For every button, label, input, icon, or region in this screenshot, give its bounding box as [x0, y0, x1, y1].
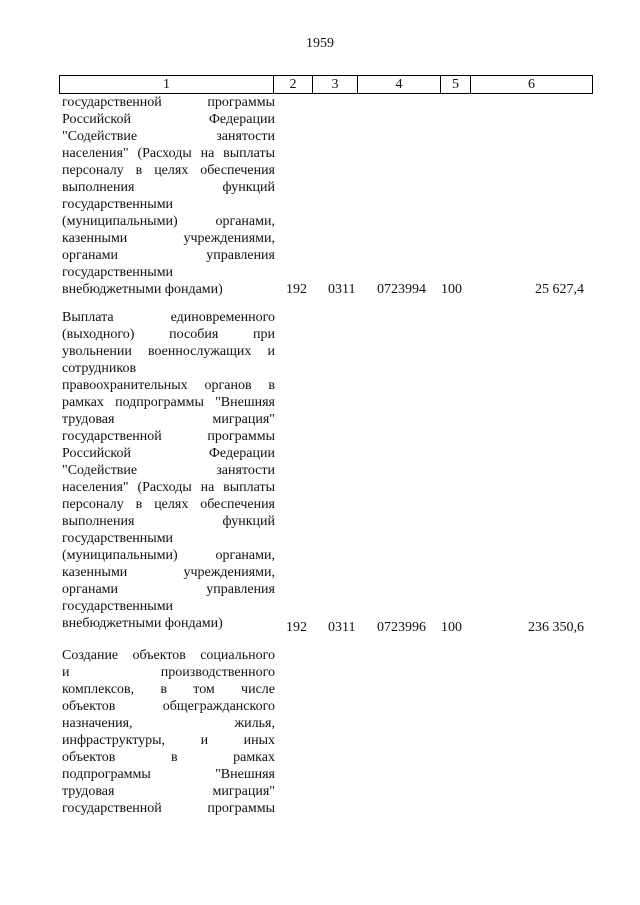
header-col-2: 2: [274, 76, 313, 94]
row-1-col-6: 25 627,4: [535, 282, 584, 297]
row-2-description: [62, 309, 275, 632]
header-col-3: 3: [313, 76, 358, 94]
row-2-line: сотрудников: [62, 361, 137, 376]
row-3-line: объектов в рамках: [62, 750, 275, 765]
header-col-1: 1: [60, 76, 274, 94]
row-3-line: Создание объектов социального: [62, 648, 275, 663]
row-3-line: государственной программы: [62, 801, 275, 816]
row-3-line: трудовая миграция": [62, 784, 275, 799]
row-1-line: казенными учреждениями,: [62, 231, 275, 246]
row-3-line: подпрограммы "Внешняя: [62, 767, 275, 782]
row-3-line: и производственного: [62, 665, 275, 680]
row-2-line: государственными: [62, 599, 174, 614]
row-1-line: государственными: [62, 265, 174, 280]
row-1-col-5: 100: [441, 282, 462, 297]
row-2-col-4: 0723996: [377, 620, 426, 635]
row-2-line: Выплата единовременного: [62, 310, 275, 325]
row-1-line: государственными: [62, 197, 174, 212]
row-2-line: правоохранительных органов в: [62, 378, 275, 393]
row-2-line: Российской Федерации: [62, 446, 275, 461]
row-2-line: (муниципальными) органами,: [62, 548, 275, 563]
row-1-line: Российской Федерации: [62, 112, 275, 127]
row-2-line: "Содействие занятости: [62, 463, 275, 478]
row-2-line: выполнения функций: [62, 514, 275, 529]
row-2-line: персоналу в целях обеспечения: [62, 497, 275, 512]
row-2-col-6: 236 350,6: [528, 620, 584, 635]
row-1-line: выполнения функций: [62, 180, 275, 195]
row-2-line: трудовая миграция": [62, 412, 275, 427]
header-col-6: 6: [471, 76, 593, 94]
row-2-col-5: 100: [441, 620, 462, 635]
row-2-line: увольнении военнослужащих и: [62, 344, 275, 359]
row-2-line: внебюджетными фондами): [62, 616, 223, 631]
row-3-description: [62, 647, 275, 817]
row-1-line: государственной программы: [62, 95, 275, 110]
row-2-line: государственной программы: [62, 429, 275, 444]
row-1-line: населения" (Расходы на выплаты: [62, 146, 275, 161]
row-1-line: внебюджетными фондами): [62, 282, 223, 297]
row-1-line: органами управления: [62, 248, 275, 263]
row-1-line: "Содействие занятости: [62, 129, 275, 144]
row-2-line: (выходного) пособия при: [62, 327, 275, 342]
page-number: 1959: [306, 36, 334, 51]
row-3-line: комплексов, в том числе: [62, 682, 275, 697]
row-2-line: казенными учреждениями,: [62, 565, 275, 580]
table-header: [59, 75, 593, 94]
header-col-5: 5: [441, 76, 471, 94]
row-2-line: населения" (Расходы на выплаты: [62, 480, 275, 495]
row-1-description: [62, 94, 275, 298]
row-1-col-3: 0311: [328, 282, 356, 297]
row-2-col-3: 0311: [328, 620, 356, 635]
row-1-col-4: 0723994: [377, 282, 426, 297]
row-1-line: персоналу в целях обеспечения: [62, 163, 275, 178]
row-3-line: инфраструктуры, и иных: [62, 733, 275, 748]
row-2-line: государственными: [62, 531, 174, 546]
row-1-line: (муниципальными) органами,: [62, 214, 275, 229]
row-2-col-2: 192: [286, 620, 307, 635]
row-3-line: объектов общегражданского: [62, 699, 275, 714]
row-2-line: органами управления: [62, 582, 275, 597]
row-3-line: назначения, жилья,: [62, 716, 275, 731]
row-2-line: рамках подпрограммы "Внешняя: [62, 395, 275, 410]
row-1-col-2: 192: [286, 282, 307, 297]
header-col-4: 4: [358, 76, 441, 94]
